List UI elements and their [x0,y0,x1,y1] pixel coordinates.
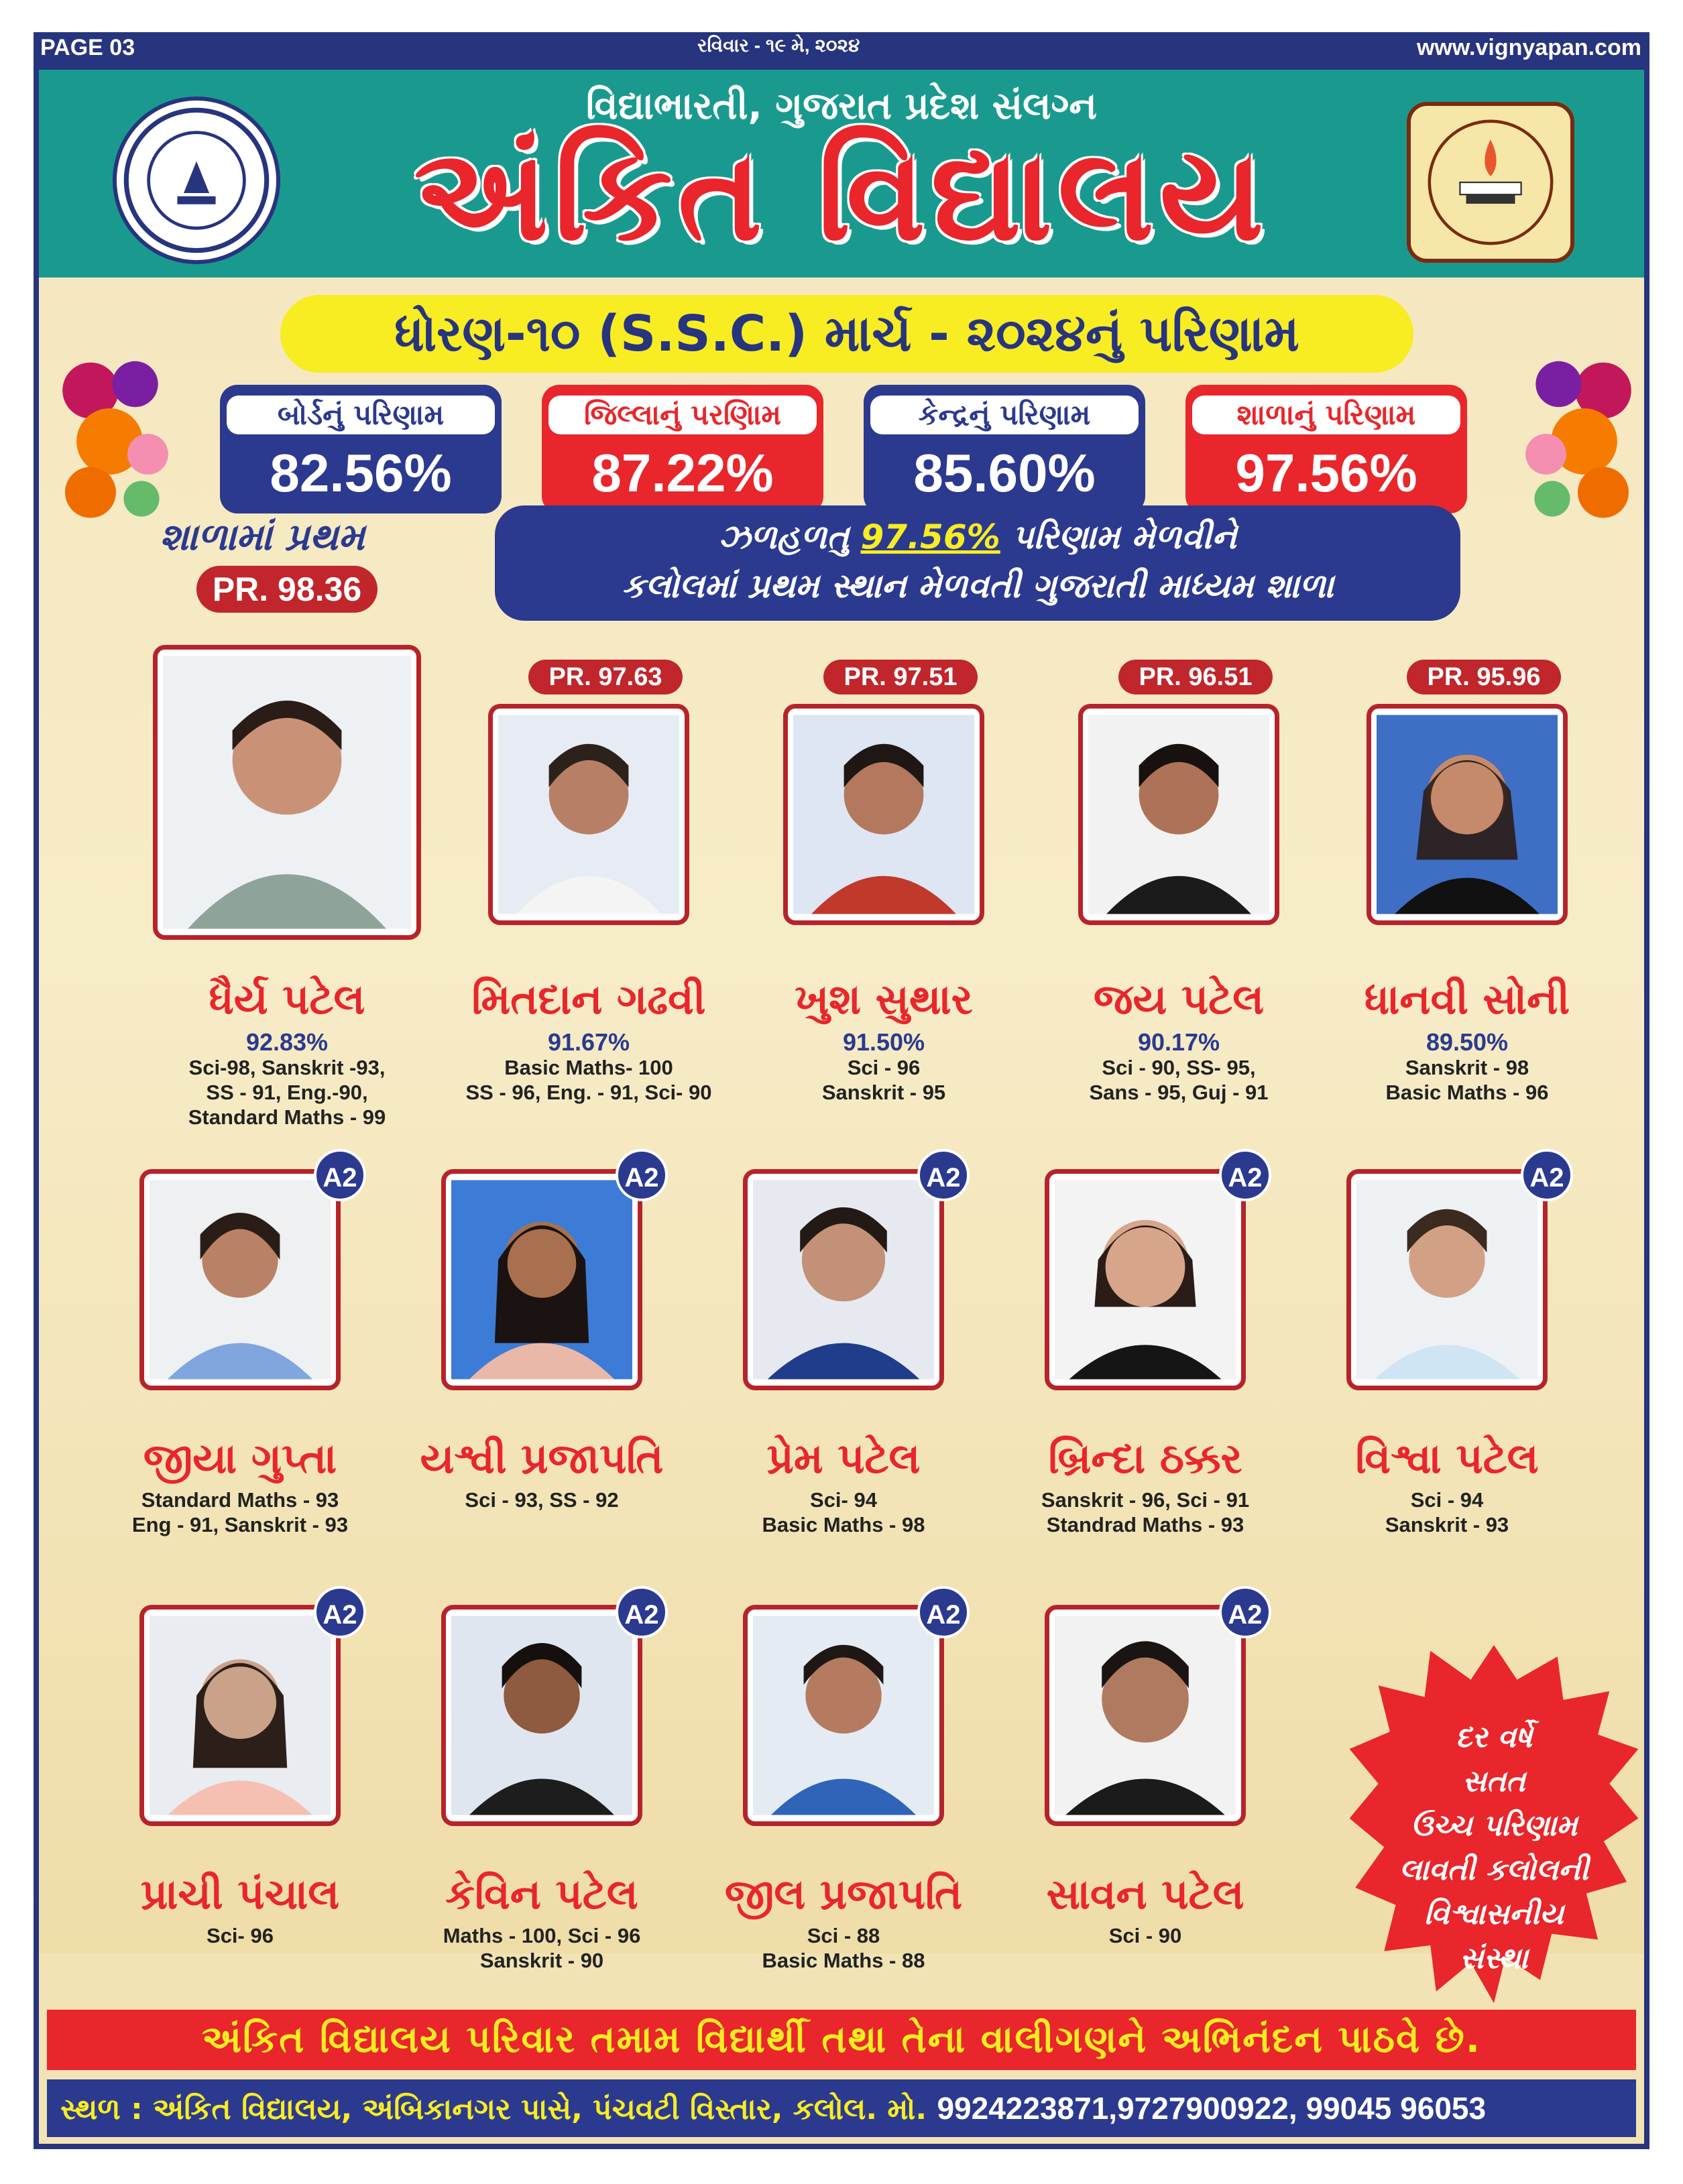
subject-line: Standard Maths - 93 [141,1488,339,1512]
website-link[interactable]: www.vignyapan.com [1416,35,1641,60]
subject-line: Sanskrit - 95 [821,1081,946,1104]
subject-line: Sanskrit - 96, Sci - 91 [1041,1488,1250,1512]
stat-value: 85.60% [913,443,1096,503]
student-photo-card [1045,1605,1246,1826]
subject-marks [126,1055,448,1130]
a2-grade-badge: A2 [616,1586,668,1638]
a2-grade-badge: A2 [1521,1149,1573,1201]
student-percent: 91.50% [842,1028,925,1056]
achievement-banner [495,505,1460,621]
subject-line: Sci - 90 [1108,1924,1182,1947]
student-photo [150,1179,331,1380]
subject-line: Standrad Maths - 93 [1046,1513,1244,1536]
student-photo-card [441,1169,642,1390]
stat-label: બોર્ડનું પરિણામ [227,396,495,434]
banner-highlight: 97.56% [860,518,1000,556]
student-name: જીયા ગુપ્તા [143,1434,337,1483]
board-result-box [220,385,502,513]
subject-marks [1286,1488,1608,1537]
result-title: ધોરણ-૧૦ (S.S.C.) માર્ચ - ૨૦૨૪નું પરિણામ [280,295,1413,373]
district-result-box [542,385,823,513]
student-name: સાવન પટેલ [1046,1870,1244,1919]
student-name: કેવિન પટેલ [445,1870,638,1919]
student-photo [1377,714,1558,915]
pr-badge: PR. 95.96 [1407,660,1561,694]
student-photo-card [139,1169,341,1390]
subject-marks [683,1488,1004,1537]
student-name: મિતદાન ગઢવી [471,975,706,1024]
student-photo [753,1615,934,1816]
subject-line: Sci - 94 [1410,1488,1484,1512]
a2-grade-badge: A2 [917,1149,970,1201]
school-header [39,70,1644,278]
student-percent: 90.17% [1137,1028,1220,1056]
subject-line: Sanskrit - 93 [1385,1513,1509,1536]
banner-line-1 [495,518,1460,557]
subject-line: Sans - 95, Guj - 91 [1089,1081,1269,1104]
school-result-box [1185,385,1467,513]
page-number: PAGE 03 [40,35,135,60]
student-photo [753,1179,934,1380]
centre-result-box [864,385,1145,513]
subject-line: SS - 96, Eng. - 91, Sci- 90 [465,1081,712,1104]
subject-line: Basic Maths- 100 [504,1056,673,1079]
student-photo-card [441,1605,642,1826]
congratulations-strip: અંકિત વિદ્યાલય પરિવાર તમામ વિદ્યાર્થી તથા તેના વાલીગણને અભિનંદન પાઠવે છે. [47,2010,1636,2070]
student-photo [1055,1615,1236,1816]
student-name: બ્રિન્દા ઠક્કર [1048,1434,1242,1483]
subject-marks [723,1055,1045,1105]
student-photo-card [743,1169,944,1390]
student-percent: 89.50% [1426,1028,1509,1056]
student-photo-card [153,645,421,940]
starburst-line: સંસ્થા [1460,1941,1528,1976]
starburst-text [1346,1715,1641,1981]
student-photo-card [743,1605,944,1826]
subject-line: Basic Maths - 88 [762,1949,925,1972]
student-photo [1356,1179,1537,1380]
student-name: પ્રાચી પંચાલ [140,1870,340,1919]
subject-marks [79,1488,401,1537]
stat-label: શાળાનું પરિણામ [1192,396,1460,434]
affiliation-text: વિદ્યાભારતી, ગુજરાત પ્રદેશ સંલગ્ન [585,84,1098,128]
subject-marks [984,1923,1306,1948]
student-photo [793,714,974,915]
student-percent: 91.67% [547,1028,630,1056]
flower-bouquet-icon [1514,338,1641,532]
first-in-school-label: શાળામાં પ્રથમ [160,515,365,559]
student-photo [163,655,411,930]
vidyabharati-logo-icon [1407,102,1574,263]
subject-marks [428,1055,750,1105]
student-photo [451,1615,632,1816]
subject-marks [381,1923,703,1973]
student-photo [498,714,679,915]
stat-label: કેન્દ્રનું પરિણામ [870,396,1139,434]
student-photo-card [1367,704,1568,925]
student-name: ધૈર્ય પટેલ [209,975,365,1024]
pr-badge: PR. 96.51 [1118,660,1273,694]
starburst-line: લાવતી કલોલની [1399,1853,1589,1887]
student-photo [1088,714,1269,915]
subject-marks [1018,1055,1340,1105]
subject-line: Eng - 91, Sanskrit - 93 [131,1513,349,1536]
advertisement-frame [34,64,1649,2149]
subject-line: Basic Maths - 96 [1385,1081,1549,1104]
subject-line: SS - 91, Eng.-90, [206,1081,368,1104]
a2-grade-badge: A2 [314,1149,366,1201]
starburst-line: ઉચ્ચ પરિણામ [1410,1809,1578,1843]
a2-grade-badge: A2 [917,1586,970,1638]
subject-marks [381,1488,703,1512]
issue-date: રવિવાર - ૧૯ મે, ૨૦૨૪ [697,35,860,56]
student-name: પ્રેમ પટેલ [766,1434,921,1483]
stat-value: 82.56% [270,443,452,503]
pr-badge: PR. 97.51 [823,660,978,694]
student-photo [1055,1179,1236,1380]
student-photo-card [1078,704,1279,925]
subject-line: Standard Maths - 99 [188,1105,386,1129]
a2-grade-badge: A2 [616,1149,668,1201]
subject-line: Maths - 100, Sci - 96 [443,1924,641,1947]
student-photo-card [783,704,984,925]
a2-grade-badge: A2 [314,1586,366,1638]
subject-line: Sanskrit - 98 [1405,1056,1529,1079]
subject-line: Sanskrit - 90 [479,1949,604,1972]
subject-line: Sci - 88 [807,1924,880,1947]
subject-line: Sci - 96 [847,1056,921,1079]
student-name: યશ્વી પ્રજાપતિ [420,1434,664,1483]
school-address: સ્થળ : અંકિત વિદ્યાલય, અંબિકાનગર પાસે, પંચવટી વિસ્તાર, કલોલ. મો. [60,2092,937,2126]
stat-value: 97.56% [1235,443,1417,503]
a2-grade-badge: A2 [1219,1586,1271,1638]
starburst-line: સતત [1462,1764,1525,1799]
banner-text: પરિણામ મેળવીને [1000,518,1237,556]
subject-line: Basic Maths - 98 [762,1513,925,1536]
subject-line: Sci-98, Sanskrit -93, [188,1056,386,1079]
student-photo-card [488,704,689,925]
student-name: જીલ પ્રજાપતિ [724,1870,963,1919]
student-name: જય પટેલ [1093,975,1265,1024]
school-name: અંકિત વિદ્યાલય [414,121,1269,269]
banner-text: ઝળહળતુ [718,518,861,556]
top-bar [34,32,1649,64]
flower-bouquet-icon [52,338,180,532]
pr-badge: PR. 97.63 [528,660,683,694]
stat-value: 87.22% [591,443,774,503]
student-photo-card [1045,1169,1246,1390]
subject-line: Sci - 93, SS - 92 [465,1488,619,1512]
student-photo [451,1179,632,1380]
phone-numbers[interactable]: 9924223871,9727900922, 99045 96053 [937,2091,1487,2126]
subject-line: Sci- 94 [810,1488,877,1512]
banner-line-2: કલોલમાં પ્રથમ સ્થાન મેળવતી ગુજરાતી માધ્યમ શાળા [622,566,1334,605]
subject-marks [984,1488,1306,1537]
student-percent: 92.83% [245,1028,329,1056]
starburst-line: વિશ્વાસનીય [1424,1897,1564,1931]
subject-line: Sci- 96 [207,1924,274,1947]
stat-label: જિલ્લાનું પરણિામ [548,396,817,434]
topper-pr-badge: PR. 98.36 [196,566,378,613]
subject-marks [79,1923,401,1948]
student-name: ધાનવી સોની [1364,975,1570,1024]
student-photo-card [139,1605,341,1826]
subject-marks [683,1923,1004,1973]
subject-line: Sci - 90, SS- 95, [1102,1056,1256,1079]
student-name: વિશ્વા પટેલ [1355,1434,1539,1483]
contact-footer [47,2079,1636,2137]
a2-grade-badge: A2 [1219,1149,1271,1201]
student-photo-card [1346,1169,1548,1390]
student-photo [150,1615,331,1816]
student-name: ખુશ સુથાર [795,975,973,1024]
subject-marks [1306,1055,1628,1105]
starburst-line: દર વર્ષે [1455,1720,1533,1754]
